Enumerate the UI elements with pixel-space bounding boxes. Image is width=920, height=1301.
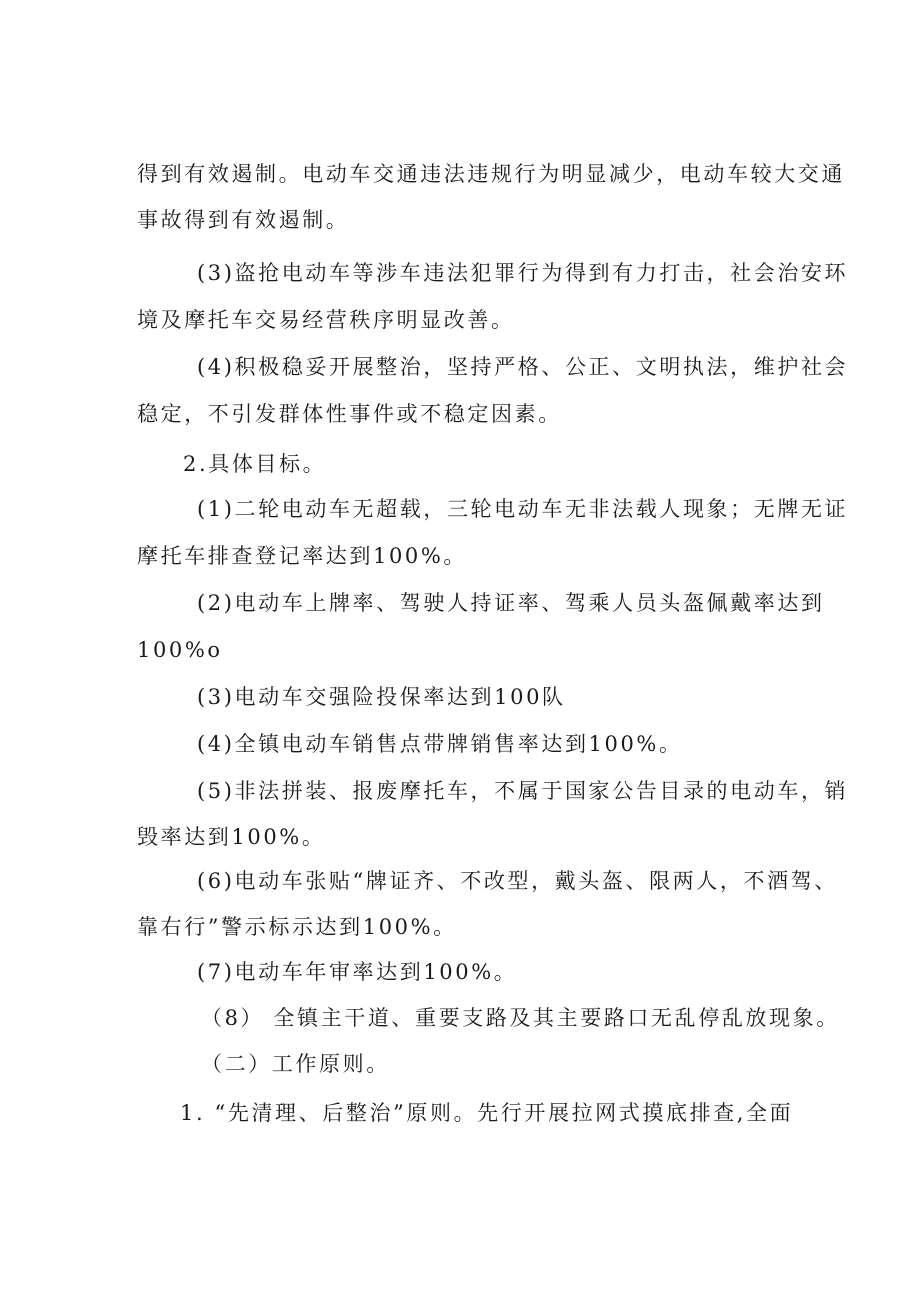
text-line: (1)二轮电动车无超载，三轮电动车无非法载人现象；无牌无证 xyxy=(197,497,849,521)
text-line: (3)盗抢电动车等涉车违法犯罪行为得到有力打击，社会治安环 xyxy=(197,261,849,285)
text-line: (5)非法拼装、报废摩托车，不属于国家公告目录的电动车，销 xyxy=(197,779,849,803)
text-line: (7)电动车年审率达到100%。 xyxy=(197,960,518,984)
text-line: (3)电动车交强险投保率达到100队 xyxy=(197,685,566,709)
text-line: 得到有效遏制。电动车交通违法违规行为明显减少，电动车较大交通 xyxy=(137,162,845,186)
text-line: (2)电动车上牌率、驾驶人持证率、驾乘人员头盔佩戴率达到 xyxy=(197,591,825,615)
text-line: 境及摩托车交易经营秩序明显改善。 xyxy=(137,308,515,332)
text-line: 毁率达到100%。 xyxy=(137,825,326,849)
text-line: 事故得到有效遏制。 xyxy=(137,208,350,232)
text-line: 摩托车排查登记率达到100%。 xyxy=(137,544,468,568)
text-line: 1. “先清理、后整治”原则。先行开展拉网式摸底排查,全面 xyxy=(180,1101,794,1125)
text-line: 100%o xyxy=(137,638,223,662)
text-line: （二）工作原则。 xyxy=(201,1052,390,1076)
text-line: 2.具体目标。 xyxy=(183,452,327,476)
text-line: （8） 全镇主干道、重要支路及其主要路口无乱停乱放现象。 xyxy=(201,1006,840,1030)
text-line: (6)电动车张贴“牌证齐、不改型，戴头盔、限两人，不酒驾、 xyxy=(197,869,838,893)
text-line: 稳定，不引发群体性事件或不稳定因素。 xyxy=(137,402,562,426)
text-line: (4)积极稳妥开展整治，坚持严格、公正、文明执法，维护社会 xyxy=(197,355,849,379)
text-line: (4)全镇电动车销售点带牌销售率达到100%。 xyxy=(197,732,683,756)
text-line: 靠右行”警示标示达到100%。 xyxy=(137,915,457,939)
